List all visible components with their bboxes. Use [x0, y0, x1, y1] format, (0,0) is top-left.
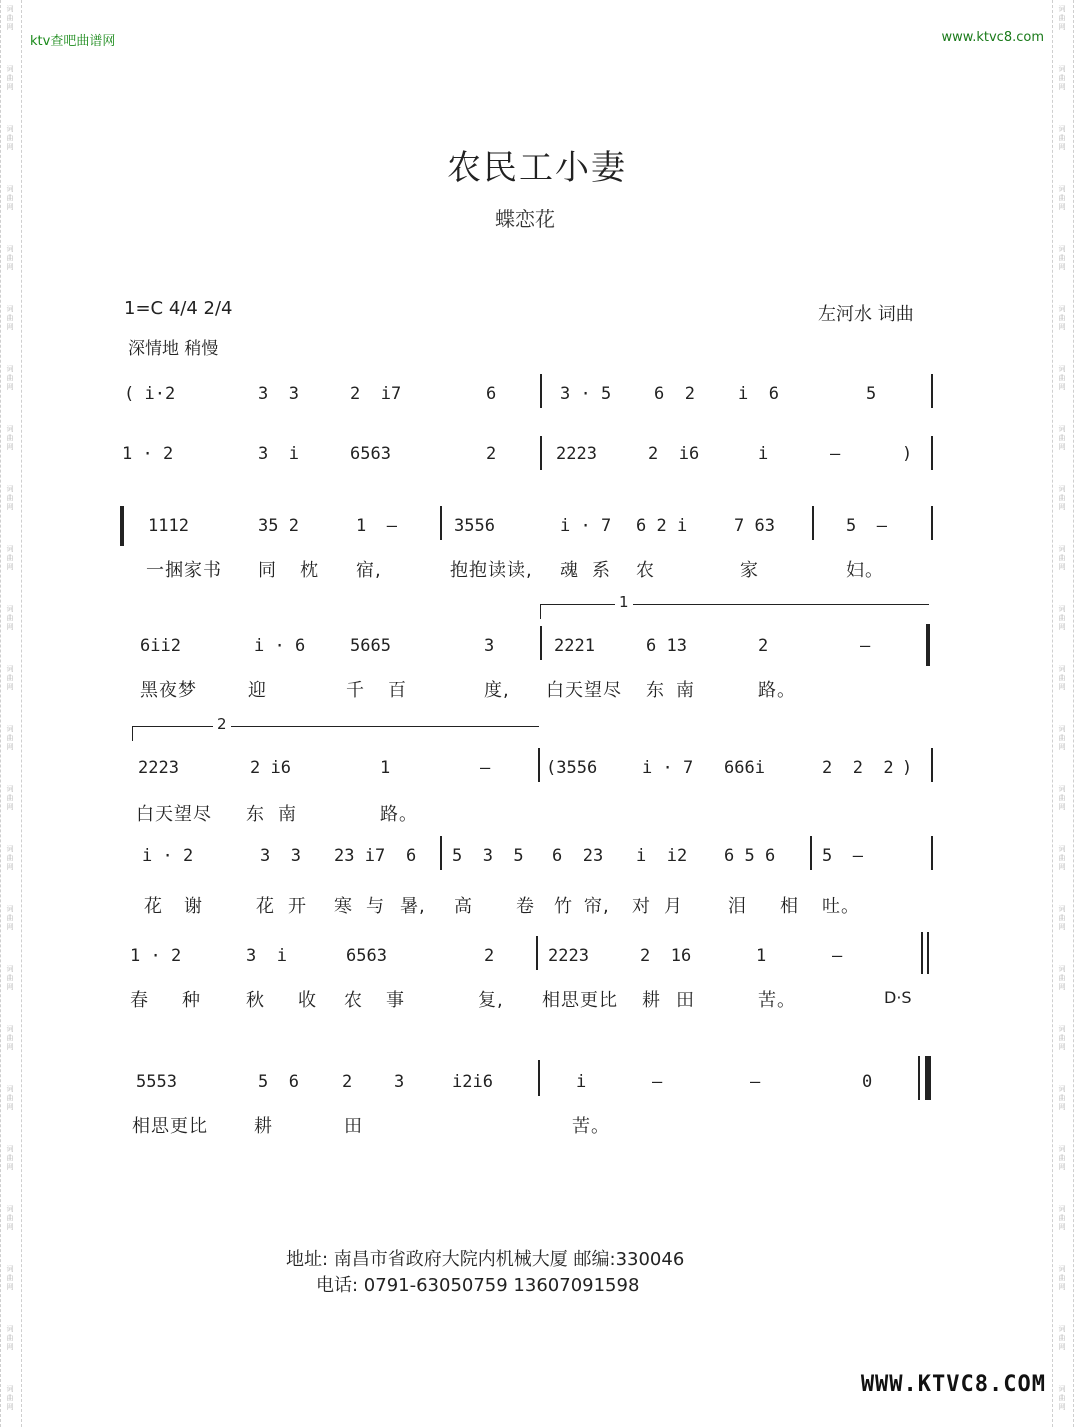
lyric-syllable: 白天望尽: [136, 804, 212, 825]
lyric-syllable: 田: [344, 1116, 363, 1137]
bar-line: [927, 932, 929, 974]
key-signature: 1=C 4/4 2/4: [124, 298, 233, 319]
song-subtitle: 蝶恋花: [495, 207, 555, 231]
note-group: 1112: [148, 516, 189, 536]
lyric-syllable: 对: [632, 896, 651, 917]
note-group: 1: [380, 758, 391, 778]
bar-line: [931, 436, 933, 470]
note-group: i: [758, 444, 769, 464]
composer-credit: 左河水 词曲: [818, 304, 914, 325]
lyric-syllable: 枕: [300, 560, 319, 581]
side-watermark-mark: 词 曲 网: [1058, 605, 1066, 631]
bar-line: [931, 748, 933, 782]
side-watermark-mark: 词 曲 网: [1058, 1385, 1066, 1411]
lyric-syllable: 开: [288, 896, 307, 917]
side-watermark-mark: 词 曲 网: [1058, 5, 1066, 31]
side-watermark-mark: 词 曲 网: [1058, 1205, 1066, 1231]
note-group: 1: [756, 946, 767, 966]
note-group: 5: [866, 384, 877, 404]
lyric-syllable: 同: [258, 560, 277, 581]
note-group: 5 3 5: [452, 846, 524, 866]
note-group: 3 i: [258, 444, 299, 464]
note-group: i 6: [738, 384, 779, 404]
volta-2-label: 2: [213, 715, 231, 733]
lyric-syllable: 白天望尽: [546, 680, 622, 701]
side-watermark-mark: 词 曲 网: [1058, 785, 1066, 811]
note-group: 3: [394, 1072, 405, 1092]
lyric-syllable: 黑夜梦: [140, 680, 197, 701]
side-watermark-mark: 词 曲 网: [1058, 65, 1066, 91]
note-group: 6: [486, 384, 497, 404]
side-watermark-mark: 词 曲 网: [1058, 725, 1066, 751]
side-watermark-mark: 词 曲 网: [6, 545, 14, 571]
lyric-syllable: 抱抱读读,: [450, 560, 533, 581]
note-group: 6ii2: [140, 636, 181, 656]
note-group: 2223: [556, 444, 597, 464]
note-group: 2221: [554, 636, 595, 656]
lyric-syllable: 花: [144, 896, 163, 917]
note-group: 6563: [346, 946, 387, 966]
note-group: 2: [342, 1072, 353, 1092]
side-watermark-mark: 词 曲 网: [6, 305, 14, 331]
side-watermark-mark: 词 曲 网: [6, 725, 14, 751]
side-watermark-mark: 词 曲 网: [6, 665, 14, 691]
side-watermark-mark: 词 曲 网: [6, 245, 14, 271]
side-watermark-mark: 词 曲 网: [1058, 1085, 1066, 1111]
note-group: 0: [862, 1072, 873, 1092]
lyric-syllable: 谢: [184, 896, 203, 917]
site-watermark-left[interactable]: ktv查吧曲谱网: [30, 34, 116, 49]
side-watermark-mark: 词 曲 网: [1058, 1145, 1066, 1171]
side-watermark-mark: 词 曲 网: [6, 1085, 14, 1111]
note-group: 6 2: [654, 384, 695, 404]
lyric-syllable: 路。: [380, 804, 418, 825]
side-watermark-mark: 词 曲 网: [1058, 1265, 1066, 1291]
lyric-syllable: 千: [346, 680, 365, 701]
note-group: i · 7: [642, 758, 694, 778]
note-group: 2: [484, 946, 495, 966]
note-group: 2 16: [640, 946, 692, 966]
side-watermark-mark: 词 曲 网: [1058, 1025, 1066, 1051]
lyric-syllable: 吐。: [822, 896, 860, 917]
lyric-syllable: 南: [278, 804, 297, 825]
lyric-syllable: 东: [646, 680, 665, 701]
lyric-syllable: 农: [636, 560, 655, 581]
note-group: —: [652, 1072, 663, 1092]
bar-line: [538, 748, 540, 782]
lyric-syllable: 农: [344, 990, 363, 1011]
note-group: 23 i7: [334, 846, 386, 866]
lyric-syllable: 种: [182, 990, 201, 1011]
side-watermark-mark: 词 曲 网: [1058, 1325, 1066, 1351]
lyric-syllable: 与: [366, 896, 385, 917]
side-watermark-mark: 词 曲 网: [1058, 485, 1066, 511]
bar-line: [440, 506, 442, 540]
note-group: i · 7: [560, 516, 612, 536]
lyric-syllable: 竹: [554, 896, 573, 917]
volta-1-label: 1: [615, 593, 633, 611]
note-group: 35 2: [258, 516, 299, 536]
bar-line: [538, 1060, 540, 1096]
side-watermark-mark: 词 曲 网: [1058, 545, 1066, 571]
note-group: 5 6: [258, 1072, 299, 1092]
note-group: (3556: [546, 758, 598, 778]
address-line: 地址: 南昌市省政府大院内机械大厦 邮编:330046: [286, 1249, 685, 1270]
note-group: 2 i6: [250, 758, 291, 778]
lyric-syllable: 事: [386, 990, 405, 1011]
note-group: 3 · 5: [560, 384, 612, 404]
note-group: 5 —: [822, 846, 863, 866]
note-group: 6 23: [552, 846, 604, 866]
note-group: i2i6: [452, 1072, 493, 1092]
side-watermark-mark: 词 曲 网: [6, 1025, 14, 1051]
lyric-syllable: 相: [780, 896, 799, 917]
lyric-syllable: 家: [740, 560, 759, 581]
note-group: —: [860, 636, 871, 656]
note-group: 1 · 2: [122, 444, 174, 464]
lyric-syllable: 苦。: [572, 1116, 610, 1137]
note-group: 5665: [350, 636, 391, 656]
side-watermark-mark: 词 曲 网: [1058, 125, 1066, 151]
note-group: 2223: [548, 946, 589, 966]
side-watermark-mark: 词 曲 网: [6, 785, 14, 811]
side-watermark-mark: 词 曲 网: [6, 185, 14, 211]
note-group: 2: [758, 636, 769, 656]
side-watermark-mark: 词 曲 网: [6, 605, 14, 631]
lyric-syllable: 迎: [248, 680, 267, 701]
site-logo[interactable]: WWW.KTVC8.COM: [860, 1372, 1046, 1397]
right-watermark-strip: [1052, 0, 1074, 1427]
side-watermark-mark: 词 曲 网: [1058, 185, 1066, 211]
note-group: ): [902, 758, 913, 778]
note-group: 3: [484, 636, 495, 656]
note-group: 2: [486, 444, 497, 464]
side-watermark-mark: 词 曲 网: [6, 365, 14, 391]
note-group: 2223: [138, 758, 179, 778]
side-watermark-mark: 词 曲 网: [6, 125, 14, 151]
note-group: 2 2 2: [822, 758, 894, 778]
note-group: 7 63: [734, 516, 775, 536]
note-group: i i2: [636, 846, 688, 866]
side-watermark-mark: 词 曲 网: [6, 845, 14, 871]
song-title: 农民工小妻: [447, 148, 627, 188]
lyric-syllable: 南: [676, 680, 695, 701]
lyric-syllable: 田: [676, 990, 695, 1011]
bar-line: [921, 932, 923, 974]
side-watermark-mark: 词 曲 网: [6, 1145, 14, 1171]
side-watermark-mark: 词 曲 网: [6, 65, 14, 91]
lyric-syllable: 收: [298, 990, 317, 1011]
lyric-syllable: 复,: [478, 990, 504, 1011]
bar-line: [812, 506, 814, 540]
bar-line: [931, 836, 933, 870]
note-group: 6 5 6: [724, 846, 776, 866]
note-group: 1 —: [356, 516, 397, 536]
lyric-syllable: 路。: [758, 680, 796, 701]
side-watermark-mark: 词 曲 网: [6, 425, 14, 451]
note-group: i · 2: [142, 846, 194, 866]
lyric-syllable: 高: [454, 896, 473, 917]
lyric-syllable: 暑,: [400, 896, 426, 917]
lyric-syllable: 秋: [246, 990, 265, 1011]
lyric-syllable: 百: [388, 680, 407, 701]
side-watermark-mark: 词 曲 网: [1058, 365, 1066, 391]
lyric-syllable: 帘,: [584, 896, 610, 917]
bar-line: [918, 1056, 920, 1100]
final-bar: [925, 1056, 931, 1100]
note-group: i · 6: [254, 636, 306, 656]
note-group: —: [480, 758, 491, 778]
bar-line: [540, 374, 542, 408]
volta-1-bracket: [540, 593, 929, 619]
lyric-syllable: 魂: [560, 560, 579, 581]
bar-line: [931, 374, 933, 408]
side-watermark-mark: 词 曲 网: [1058, 905, 1066, 931]
lyric-syllable: 寒: [334, 896, 353, 917]
note-group: 2 i6: [648, 444, 700, 464]
side-watermark-mark: 词 曲 网: [1058, 845, 1066, 871]
bar-line: [540, 626, 542, 660]
note-group: 6 13: [646, 636, 687, 656]
note-group: 3 3: [258, 384, 299, 404]
site-watermark-right[interactable]: www.ktvc8.com: [941, 30, 1044, 45]
note-group: i: [576, 1072, 587, 1092]
side-watermark-mark: 词 曲 网: [1058, 965, 1066, 991]
lyric-syllable: 卷: [516, 896, 535, 917]
side-watermark-mark: 词 曲 网: [1058, 305, 1066, 331]
repeat-end-bar: [926, 624, 930, 666]
lyric-syllable: 一捆家书: [146, 560, 222, 581]
note-group: 6 2 i: [636, 516, 688, 536]
side-watermark-mark: 词 曲 网: [6, 1325, 14, 1351]
note-group: ( i·2: [124, 384, 176, 404]
lyric-syllable: 相思更比: [542, 990, 618, 1011]
side-watermark-mark: 词 曲 网: [6, 485, 14, 511]
side-watermark-mark: 词 曲 网: [6, 1205, 14, 1231]
note-group: 3556: [454, 516, 495, 536]
lyric-syllable: 相思更比: [132, 1116, 208, 1137]
side-watermark-mark: 词 曲 网: [6, 965, 14, 991]
side-watermark-mark: 词 曲 网: [1058, 245, 1066, 271]
note-group: 1 · 2: [130, 946, 182, 966]
bar-line: [440, 836, 442, 870]
lyric-syllable: 花: [256, 896, 275, 917]
note-group: 6: [406, 846, 417, 866]
phone-line: 电话: 0791-63050759 13607091598: [316, 1275, 640, 1296]
lyric-syllable: 系: [592, 560, 611, 581]
bar-line: [810, 836, 812, 870]
side-watermark-mark: 词 曲 网: [1058, 665, 1066, 691]
bar-line: [931, 506, 933, 540]
note-group: 3 i: [246, 946, 287, 966]
lyric-syllable: 月: [664, 896, 683, 917]
bar-line: [536, 936, 538, 970]
lyric-syllable: 妇。: [846, 560, 884, 581]
bar-line: [540, 436, 542, 470]
side-watermark-mark: 词 曲 网: [6, 905, 14, 931]
repeat-start-bar: [120, 506, 124, 546]
note-group: ): [902, 444, 913, 464]
note-group: 2 i7: [350, 384, 402, 404]
note-group: —: [750, 1072, 761, 1092]
note-group: 6563: [350, 444, 391, 464]
side-watermark-mark: 词 曲 网: [6, 1265, 14, 1291]
lyric-syllable: 泪: [728, 896, 747, 917]
note-group: 5553: [136, 1072, 177, 1092]
dal-segno-mark: D·S: [884, 988, 912, 1007]
lyric-syllable: 东: [246, 804, 265, 825]
lyric-syllable: 苦。: [758, 990, 796, 1011]
note-group: —: [832, 946, 843, 966]
lyric-syllable: 宿,: [356, 560, 382, 581]
note-group: 5 —: [846, 516, 887, 536]
tempo-marking: 深情地 稍慢: [128, 339, 219, 359]
volta-2-bracket: [132, 715, 539, 741]
lyric-syllable: 春: [130, 990, 149, 1011]
note-group: 3 3: [260, 846, 301, 866]
side-watermark-mark: 词 曲 网: [6, 5, 14, 31]
side-watermark-mark: 词 曲 网: [1058, 425, 1066, 451]
lyric-syllable: 耕: [254, 1116, 273, 1137]
note-group: 666i: [724, 758, 765, 778]
lyric-syllable: 耕: [642, 990, 661, 1011]
note-group: —: [830, 444, 841, 464]
side-watermark-mark: 词 曲 网: [6, 1385, 14, 1411]
lyric-syllable: 度,: [484, 680, 510, 701]
